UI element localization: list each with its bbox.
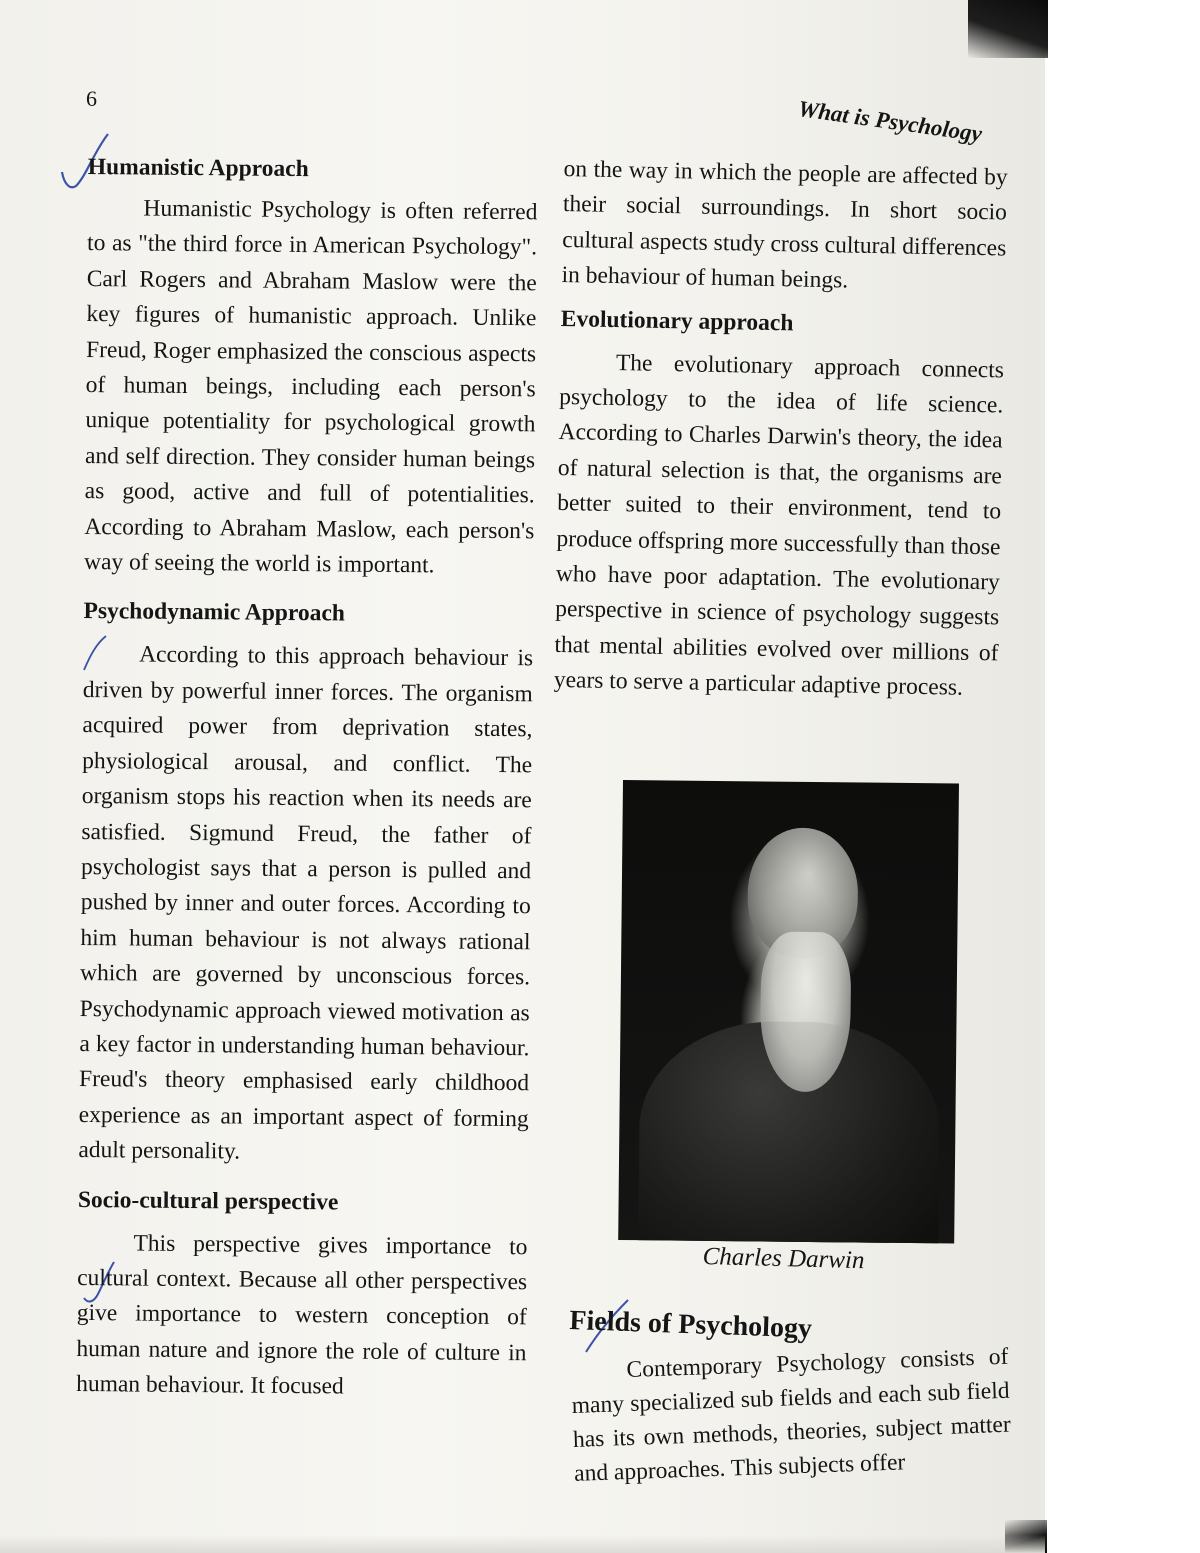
paragraph-sociocultural: This perspective gives importance to cultural context. Because all other perspectives give importance to western conception of human nature and ignore the role of culture in human behaviour. It focused xyxy=(76,1230,528,1400)
paragraph-psychodynamic: According to this approach behaviour is driven by powerful inner forces. The organism acquired power from deprivation states, physiological arousal, and conflict. The organism stops his reaction when its needs are satisfied. Sigmund Freud, the father of psychologist says that a person is pulled and pushed by inner and outer forces. According to him human behaviour is not always rational which are governed by unconscious forces. Psychodynamic approach viewed motivation as a key factor in understanding human behaviour. Freud's theory emphasised early childhood experience as an important aspect of forming adult personality. xyxy=(78,641,534,1165)
page-number: 6 xyxy=(86,86,97,111)
right-column xyxy=(554,152,1008,707)
heading-fields-of-psychology: Fields of Psychology xyxy=(568,1305,813,1345)
figure-caption: Charles Darwin xyxy=(702,1243,865,1275)
heading-humanistic: Humanistic Approach xyxy=(87,153,309,183)
paragraph-humanistic: Humanistic Psychology is often referred to as "the third force in American Psychology". Carl Rogers and Abraham Maslow were the key figures of humanistic approach. Unlike Freud, Roger emphasized the conscious aspects of human beings, including each person's unique potentiality for psychological growth and self direction. They consider human beings as good, active and full of potentialities. According to Abraham Maslow, each person's way of seeing the world is important. xyxy=(83,195,538,579)
left-column xyxy=(76,150,538,1407)
scan-background xyxy=(1045,0,1200,1553)
scan-shadow-top xyxy=(968,0,1048,58)
heading-psychodynamic: Psychodynamic Approach xyxy=(83,598,346,627)
page-bottom-edge xyxy=(0,1535,1045,1553)
paragraph-evolutionary: The evolutionary approach connects psychology to the idea of life science. According to Charles Darwin's theory, the idea of natural selection is that, the organisms are better suited to their environment, tend to produce offspring more successfully than those who have poor adaptation. The evolutionary perspective in science of psychology suggests that mental abilities evolved over millions of years to serve a particular adaptive process. xyxy=(553,349,1005,702)
heading-sociocultural: Socio-cultural perspective xyxy=(77,1186,339,1216)
paragraph-fields: Contemporary Psychology consists of many specialized sub fields and each sub field has its own methods, theories, subject matter and approaches. This subjects offer xyxy=(571,1343,1012,1487)
heading-evolutionary: Evolutionary approach xyxy=(560,305,794,337)
paragraph-sociocultural-continued: on the way in which the people are affected by their social surroundings. In short socio cultural aspects study cross cultural differences in behaviour of human beings. xyxy=(561,155,1008,294)
charles-darwin-portrait xyxy=(618,780,959,1243)
running-head: What is Psychology xyxy=(796,96,984,147)
